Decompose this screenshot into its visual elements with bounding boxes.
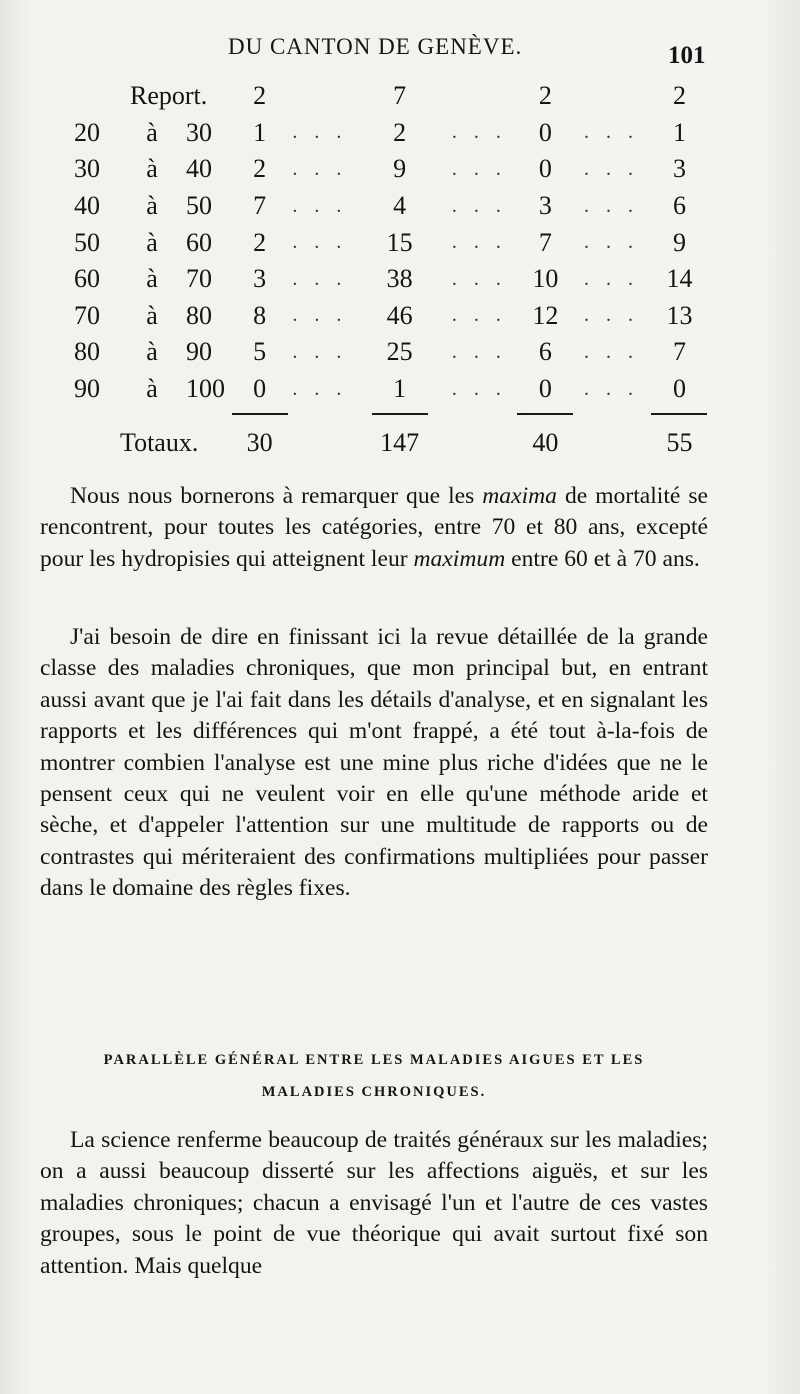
totals-gap [292,421,347,465]
leader-dots: . . . [583,157,639,180]
leader-dots: . . . [583,121,639,144]
total-rule [232,413,288,415]
cell-v3: 0 [538,374,552,404]
cell-v1: 2 [253,81,267,111]
cell-v4: 6 [672,191,686,221]
age-to: 90 [186,337,212,367]
cell-v4: 1 [672,117,686,147]
range-word: à [146,337,158,367]
leader-dots: . . . [292,340,348,363]
cell-v2: 38 [386,264,413,294]
leader-dots: . . . [292,377,348,400]
table-row [60,151,720,188]
p1-text-c: entre 60 et à 70 ans. [505,545,700,572]
age-to: 30 [186,117,212,147]
row-label [60,151,227,188]
age-range [60,154,212,183]
cell-v1: 3 [253,264,267,294]
cell-v3: 0 [538,117,552,147]
leader-dots: . . . [583,340,639,363]
leader-dots [452,78,507,115]
p1-maximum: maximum [413,545,506,572]
p3-text: La science renferme beaucoup de traités généraux sur les maladies; on a aussi beaucoup disserté sur les affections aiguës, et sur les maladies chroniques; chacun a envisagé l'un et l'autre de ces vastes groupes, sous le point de vue théorique qui avait surtout fixé son attention. Mais quelque [40,1127,708,1279]
table-row [60,188,720,225]
cell-v3: 0 [538,154,552,184]
rule-cell [227,407,292,421]
cell-v3: 10 [532,264,559,294]
leader-dots: . . . [583,231,639,254]
range-word: à [146,191,158,221]
p1-text-a: Nous nous bornerons à remarquer que les [70,483,483,509]
totals-gap [452,421,507,465]
age-range [60,301,212,330]
cell-v4: 3 [672,154,686,184]
cell-v4: 13 [666,300,693,330]
paragraph-science [40,1125,708,1282]
p2-text: J'ai besoin de dire en finissant ici la revue détaillée de la grande classe des maladies chroniques, que mon principal but, en entrant aussi avant que je l'ai fait dans les détails d'analyse, et en signalant les rapports et les différences qui m'ont frappé, a été tout à-la-fois de montrer combien l'analyse est une mine plus riche d'idées que ne le pensent ceux qui ne veulent voir en elle qu'une méthode aride et sèche, et d'appeler l'attention sur une multitude de rapports ou de contrastes qui mériteraient des confirmations multipliées pour passer dans le domaine des règles fixes. [40,624,708,902]
age-range [60,337,212,366]
age-from: 40 [74,191,100,221]
age-from: 80 [74,337,100,367]
cell-v3: 3 [538,191,552,221]
p1-text-b: de mortalité se rencontrent, pour toutes les catégories, entre 70 et 80 ans, excepté pour les hydropisies qui atteignent leur [40,483,708,572]
table-row [60,334,720,371]
age-from: 20 [74,117,100,147]
age-range [60,191,212,220]
row-label [60,115,227,152]
p1-maxima: maxima [482,483,557,509]
leader-dots: . . . [451,121,507,144]
cell-v2: 1 [393,374,407,404]
leader-dots: . . . [292,231,348,254]
cell-v3: 7 [538,227,552,257]
leader-dots: . . . [451,304,507,327]
range-word: à [146,117,158,147]
cell-v3: 6 [538,337,552,367]
leader-dots [584,78,639,115]
cell-v2: 4 [393,191,407,221]
rule-cell [347,407,452,421]
rule-gap [584,407,639,421]
paragraph-maxima [40,481,708,575]
cell-v3: 2 [538,81,552,111]
range-word: à [146,300,158,330]
leader-dots: . . . [451,157,507,180]
cell-v2: 25 [386,337,413,367]
cell-v4: 14 [666,264,693,294]
leader-dots: . . . [292,157,348,180]
cell-v4: 9 [672,227,686,257]
total-v1: 30 [246,428,273,458]
leader-dots: . . . [583,304,639,327]
cell-v2: 7 [393,81,407,111]
totals-label: Totaux. [120,428,199,458]
age-range [60,374,225,403]
rule-gap [292,407,347,421]
age-to: 60 [186,227,212,257]
table-row [60,261,720,298]
leader-dots: . . . [292,267,348,290]
age-to: 50 [186,191,212,221]
cell-v4: 2 [672,81,686,111]
range-word: à [146,154,158,184]
total-rule [372,413,428,415]
range-word: à [146,227,158,257]
age-to: 40 [186,154,212,184]
cell-v1: 8 [253,300,267,330]
row-label [60,298,227,335]
mortality-table [60,78,720,465]
cell-v1: 2 [253,154,267,184]
leader-dots: . . . [451,194,507,217]
row-label [60,334,227,371]
cell-v2: 2 [393,117,407,147]
cell-v1: 5 [253,337,267,367]
leader-dots: . . . [583,377,639,400]
cell-v2: 15 [386,227,413,257]
cell-v4: 0 [672,374,686,404]
age-from: 60 [74,264,100,294]
total-v4: 55 [666,428,693,458]
age-from: 50 [74,227,100,257]
age-to: 100 [186,374,225,404]
cell-v1: 0 [253,374,267,404]
leader-dots: . . . [451,340,507,363]
table-row [60,371,720,408]
page-number: 101 [668,42,706,69]
row-label [60,371,227,408]
rule-cell [507,407,584,421]
row-label [60,188,227,225]
age-range [60,118,212,147]
range-word: à [146,374,158,404]
age-from: 90 [74,374,100,404]
range-word: à [146,264,158,294]
leader-dots: . . . [292,304,348,327]
report-label: Report. [130,81,208,111]
table-row [60,298,720,335]
leader-dots: . . . [292,121,348,144]
rule-cell [639,407,720,421]
totals-rule-row [60,407,720,421]
row-label [60,224,227,261]
age-to: 70 [186,264,212,294]
rule-spacer [60,407,227,421]
section-heading-line2: MALADIES CHRONIQUES. [261,1084,487,1100]
leader-dots: . . . [583,194,639,217]
row-label [60,261,227,298]
leader-dots: . . . [451,231,507,254]
age-from: 30 [74,154,100,184]
cell-v1: 1 [253,117,267,147]
totals-label-cell [60,421,227,465]
paragraph-conclusion [40,622,708,905]
total-v3: 40 [532,428,559,458]
age-to: 80 [186,300,212,330]
leader-dots: . . . [451,377,507,400]
section-heading-line1: PARALLÈLE GÉNÉRAL ENTRE LES MALADIES AIGUES ET LES [103,1052,645,1068]
section-heading [40,1044,708,1108]
leader-dots: . . . [583,267,639,290]
leader-dots: . . . [451,267,507,290]
age-range [60,228,212,257]
cell-v1: 2 [253,227,267,257]
cell-v4: 7 [672,337,686,367]
table-row [60,224,720,261]
totals-row [60,421,720,465]
cell-v1: 7 [253,191,267,221]
cell-v3: 12 [532,300,559,330]
cell-v2: 9 [393,154,407,184]
cell-v2: 46 [386,300,413,330]
leader-dots [292,78,347,115]
leader-dots: . . . [292,194,348,217]
page-header [0,34,800,74]
table-row [60,78,720,115]
age-from: 70 [74,300,100,330]
total-rule [651,413,707,415]
total-rule [517,413,573,415]
mortality-table-body [60,78,720,465]
table-row [60,115,720,152]
row-label [60,78,227,115]
rule-gap [452,407,507,421]
age-range [60,264,212,293]
total-v2: 147 [380,428,420,458]
totals-gap [584,421,639,465]
running-title: DU CANTON DE GENÈVE. [228,34,523,59]
